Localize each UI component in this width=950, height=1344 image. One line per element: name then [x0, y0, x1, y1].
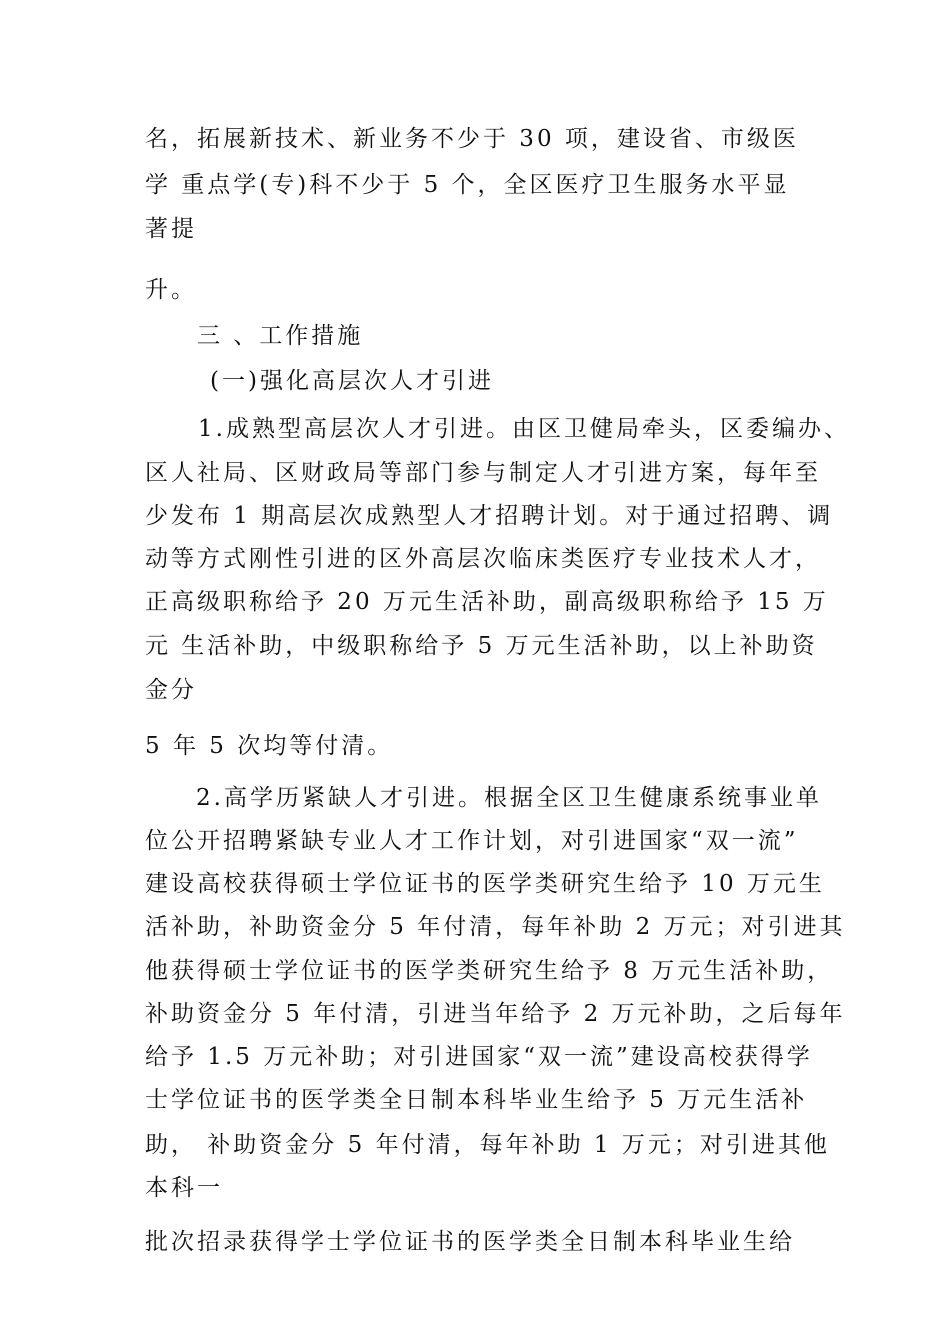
text-line: 批次招录获得学士学位证书的医学类全日制本科毕业生给: [145, 1229, 795, 1255]
text-line: 本科一: [145, 1175, 223, 1201]
subsection-heading: (一)强化高层次人才引进: [210, 368, 494, 394]
text-line: 1.成熟型高层次人才引进。由区卫健局牵头，区委编办、: [198, 416, 850, 442]
text-line: 金分: [145, 677, 197, 703]
text-line: 著提: [145, 216, 197, 242]
text-line: 位公开招聘紧缺专业人才工作计划，对引进国家“双一流”: [145, 828, 799, 854]
text-line: 动等方式刚性引进的区外高层次临床类医疗专业技术人才，: [145, 546, 821, 572]
section-heading: 三 、工作措施: [197, 323, 364, 349]
text-line: 2.高学历紧缺人才引进。根据全区卫生健康系统事业单: [196, 785, 822, 811]
text-line: 给予 1.5 万元补助；对引进国家“双一流”建设高校获得学: [145, 1044, 813, 1070]
text-line: 助， 补助资金分 5 年付清，每年补助 1 万元；对引进其他: [145, 1132, 830, 1158]
text-line: 建设高校获得硕士学位证书的医学类研究生给予 10 万元生: [145, 871, 825, 897]
text-line: 学 重点学(专)科不少于 5 个，全区医疗卫生服务水平显: [145, 172, 790, 198]
text-line: 5 年 5 次均等付清。: [145, 733, 394, 759]
text-line: 区人社局、区财政局等部门参与制定人才引进方案，每年至: [145, 460, 821, 486]
text-line: 补助资金分 5 年付清，引进当年给予 2 万元补助，之后每年: [145, 1001, 846, 1027]
text-line: 名，拓展新技术、新业务不少于 30 项，建设省、市级医: [145, 126, 799, 152]
text-line: 正高级职称给予 20 万元生活补助，副高级职称给予 15 万: [145, 589, 829, 615]
text-line: 他获得硕士学位证书的医学类研究生给予 8 万元生活补助，: [145, 958, 834, 984]
text-line: 升。: [145, 277, 197, 303]
text-line: 少发布 1 期高层次成熟型人才招聘计划。对于通过招聘、调: [145, 503, 834, 529]
text-line: 元 生活补助，中级职称给予 5 万元生活补助，以上补助资: [145, 633, 818, 659]
text-line: 活补助，补助资金分 5 年付清，每年补助 2 万元；对引进其: [145, 914, 846, 940]
text-line: 士学位证书的医学类全日制本科毕业生给予 5 万元生活补: [145, 1087, 808, 1113]
